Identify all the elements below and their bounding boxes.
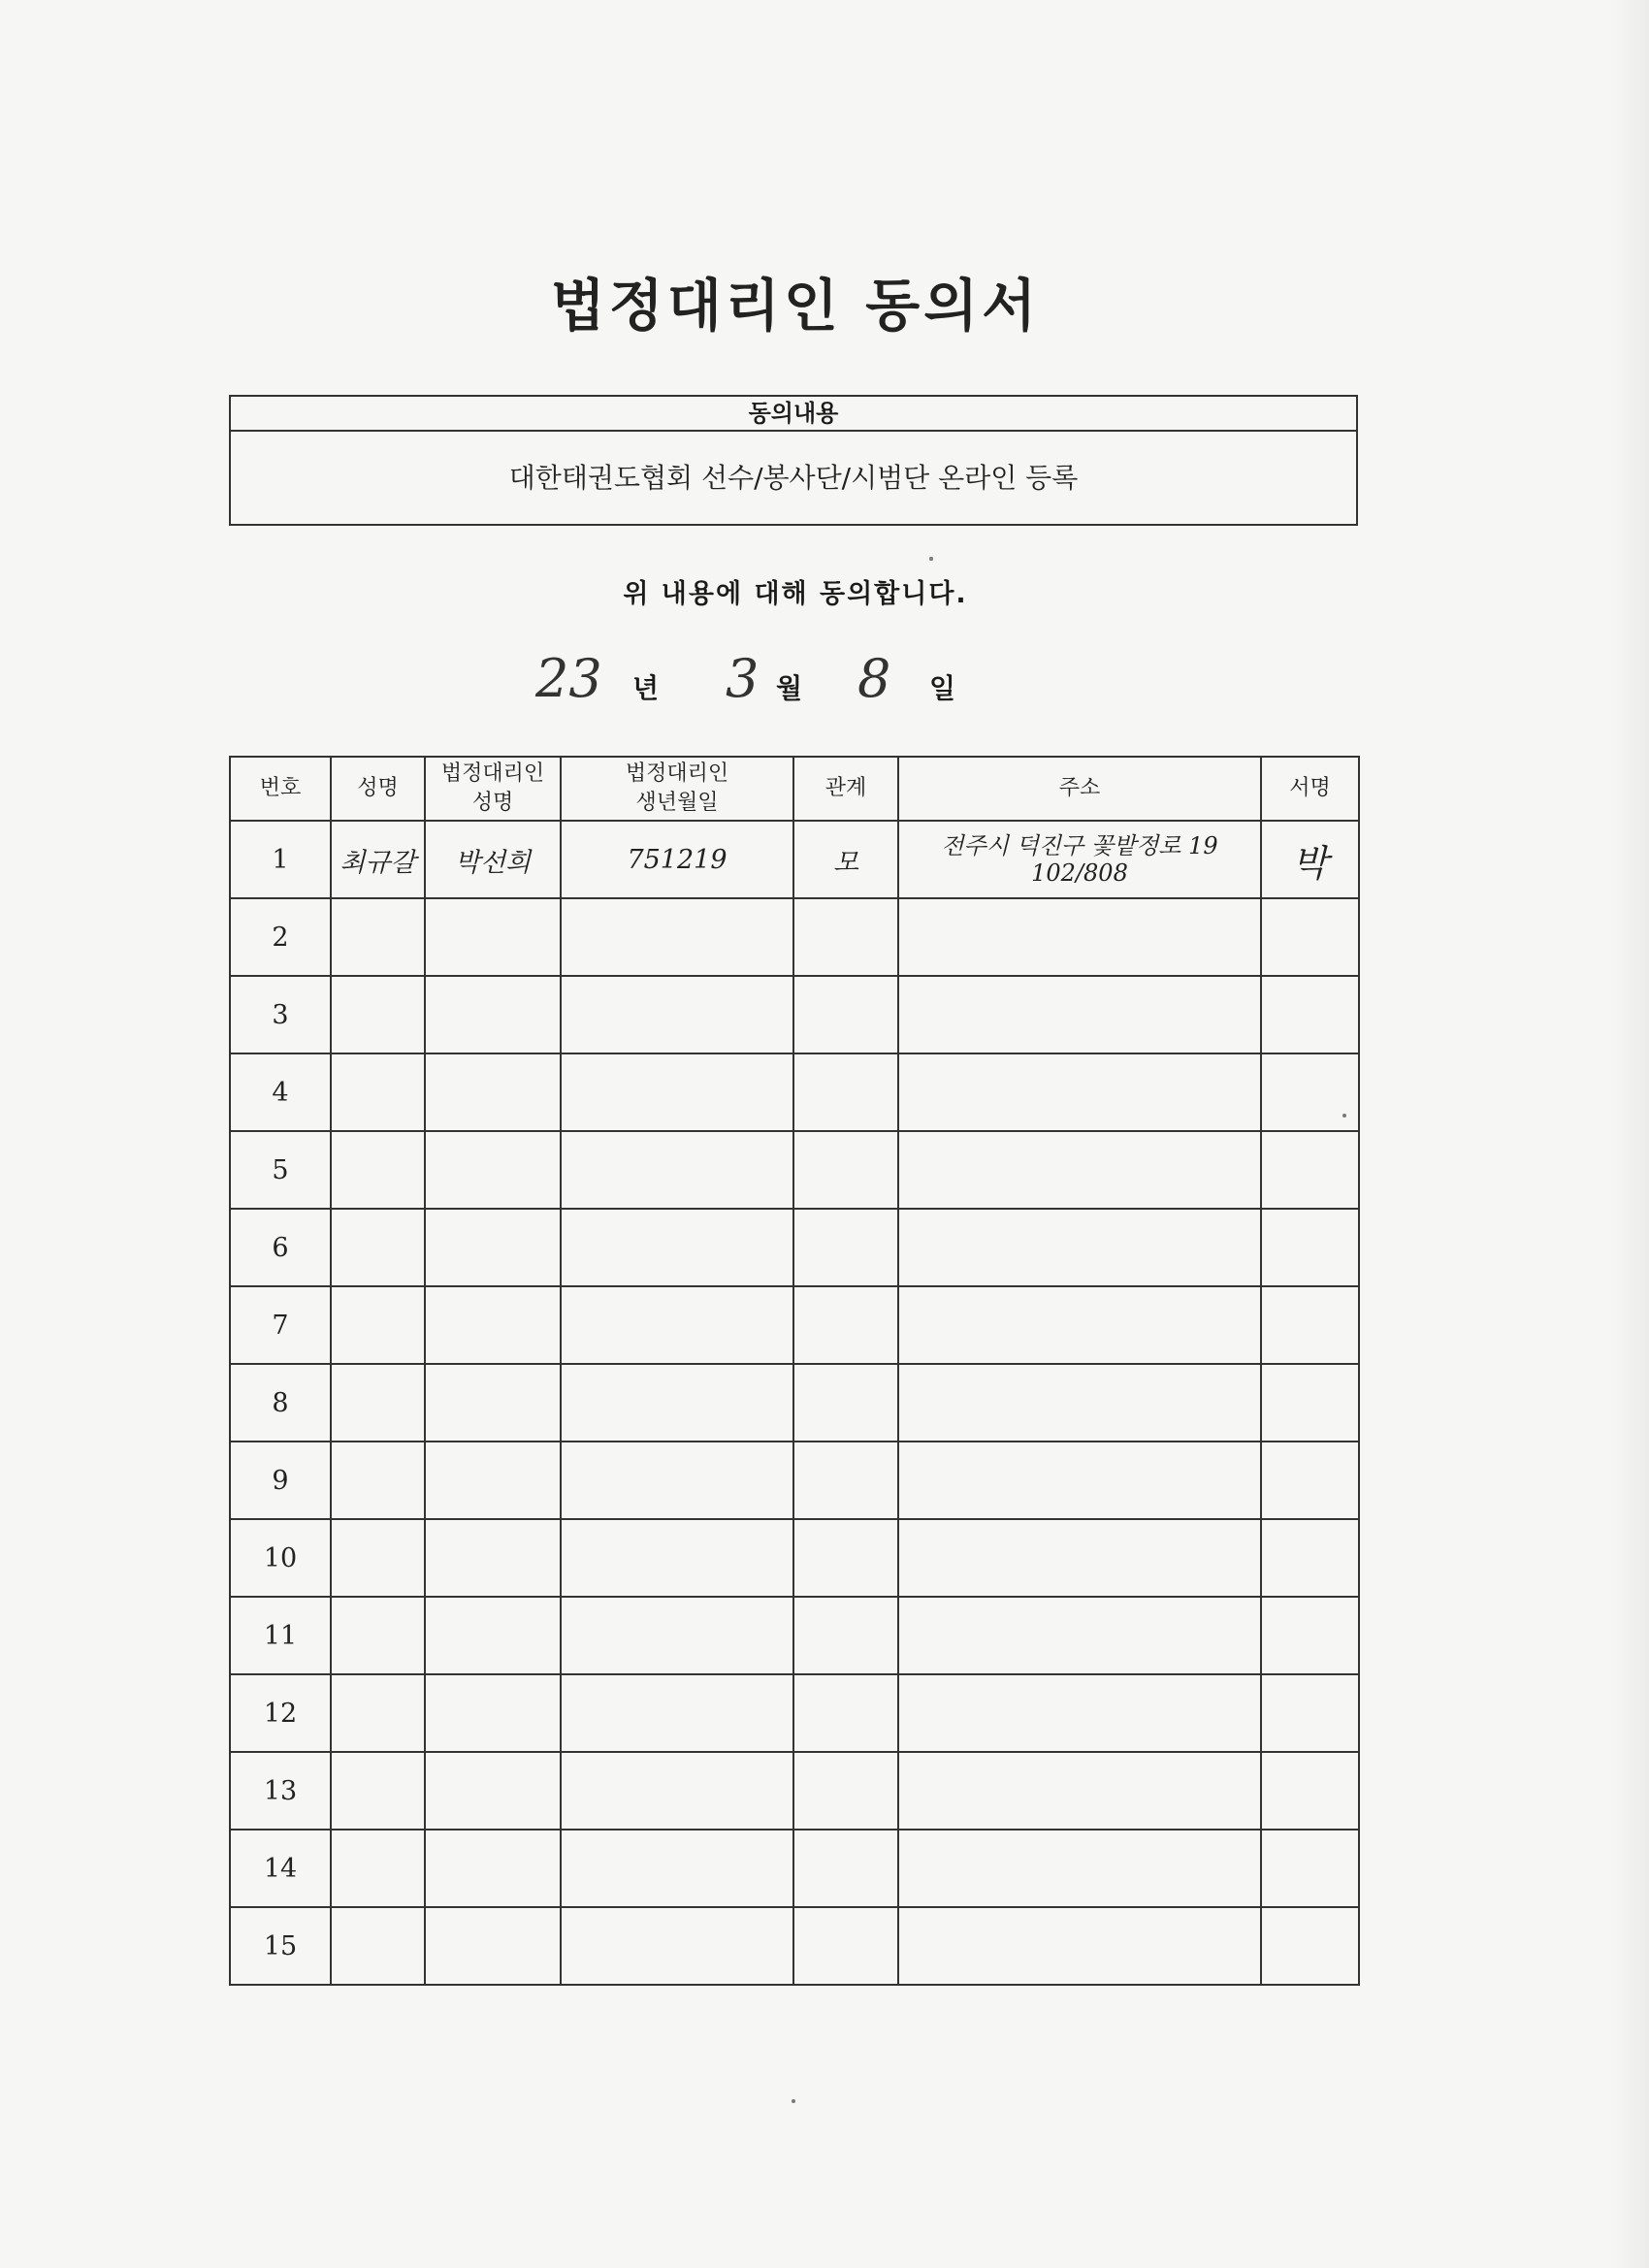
cell-signature bbox=[1261, 1131, 1359, 1209]
col-header-relation: 관계 bbox=[793, 757, 898, 821]
cell-guardian-birth bbox=[561, 1131, 793, 1209]
cell-address bbox=[898, 1364, 1261, 1442]
cell-address bbox=[898, 976, 1261, 1053]
cell-name bbox=[331, 1907, 425, 1985]
col-header-no: 번호 bbox=[230, 757, 331, 821]
cell-guardian-birth bbox=[561, 1674, 793, 1752]
row-number: 4 bbox=[230, 1053, 331, 1131]
row-number: 11 bbox=[230, 1597, 331, 1674]
cell-guardian-name bbox=[425, 1674, 561, 1752]
table-row bbox=[230, 1286, 1359, 1364]
cell-name bbox=[331, 898, 425, 976]
table-row bbox=[230, 1752, 1359, 1830]
cell-guardian-name bbox=[425, 1907, 561, 1985]
scan-speck bbox=[929, 557, 933, 561]
cell-relation bbox=[793, 1597, 898, 1674]
cell-address bbox=[898, 1286, 1261, 1364]
cell-name bbox=[331, 1442, 425, 1519]
cell-name bbox=[331, 1364, 425, 1442]
cell-signature bbox=[1261, 1830, 1359, 1907]
date-year-unit: 년 bbox=[632, 672, 660, 704]
table-row bbox=[230, 1131, 1359, 1209]
row-number: 14 bbox=[230, 1830, 331, 1907]
col-header-guardian-name-line1: 법정대리인 bbox=[440, 761, 545, 786]
scan-edge bbox=[1610, 0, 1649, 2268]
date-line bbox=[0, 648, 1591, 716]
cell-guardian-birth: 751219 bbox=[561, 821, 793, 898]
cell-address bbox=[898, 1674, 1261, 1752]
document-title: 법정대리인 동의서 bbox=[550, 273, 1041, 339]
cell-signature bbox=[1261, 898, 1359, 976]
row-number: 2 bbox=[230, 898, 331, 976]
row-number: 15 bbox=[230, 1907, 331, 1985]
col-header-guardian-name-line2: 성명 bbox=[471, 791, 514, 815]
cell-address: 전주시 덕진구 꽃밭정로 19 102/808 bbox=[898, 821, 1261, 898]
col-header-address: 주소 bbox=[898, 757, 1261, 821]
cell-guardian-name bbox=[425, 1131, 561, 1209]
cell-signature bbox=[1261, 1209, 1359, 1286]
cell-guardian-birth bbox=[561, 1209, 793, 1286]
col-header-guardian-name bbox=[425, 757, 561, 821]
cell-relation bbox=[793, 1752, 898, 1830]
row-number: 7 bbox=[230, 1286, 331, 1364]
cell-guardian-birth bbox=[561, 898, 793, 976]
cell-address bbox=[898, 1519, 1261, 1597]
date-day-value: 8 bbox=[857, 648, 891, 709]
cell-guardian-name bbox=[425, 1286, 561, 1364]
cell-signature bbox=[1261, 1752, 1359, 1830]
table-row bbox=[230, 821, 1359, 898]
consent-box bbox=[229, 395, 1358, 526]
cell-relation: 모 bbox=[793, 821, 898, 898]
table-row bbox=[230, 1830, 1359, 1907]
cell-address bbox=[898, 1053, 1261, 1131]
cell-guardian-name bbox=[425, 1364, 561, 1442]
col-header-name: 성명 bbox=[331, 757, 425, 821]
cell-guardian-birth bbox=[561, 1519, 793, 1597]
cell-address bbox=[898, 1131, 1261, 1209]
table-row bbox=[230, 976, 1359, 1053]
cell-guardian-name bbox=[425, 1752, 561, 1830]
cell-guardian-name bbox=[425, 976, 561, 1053]
cell-relation bbox=[793, 1907, 898, 1985]
table-row bbox=[230, 1597, 1359, 1674]
cell-signature bbox=[1261, 976, 1359, 1053]
cell-relation bbox=[793, 1674, 898, 1752]
cell-address bbox=[898, 1752, 1261, 1830]
table-row bbox=[230, 1519, 1359, 1597]
cell-guardian-name bbox=[425, 898, 561, 976]
col-header-guardian-birth bbox=[561, 757, 793, 821]
table-header-row bbox=[230, 757, 1359, 821]
cell-signature bbox=[1261, 1519, 1359, 1597]
cell-address bbox=[898, 1209, 1261, 1286]
cell-name bbox=[331, 976, 425, 1053]
cell-guardian-birth bbox=[561, 1442, 793, 1519]
scan-speck bbox=[792, 2099, 795, 2103]
cell-relation bbox=[793, 1519, 898, 1597]
cell-name bbox=[331, 1053, 425, 1131]
cell-relation bbox=[793, 1286, 898, 1364]
cell-guardian-name bbox=[425, 1209, 561, 1286]
consent-body: 대한태권도협회 선수/봉사단/시범단 온라인 등록 bbox=[508, 462, 1079, 494]
cell-name bbox=[331, 1131, 425, 1209]
date-month-value: 3 bbox=[726, 648, 760, 709]
date-month-unit: 월 bbox=[776, 672, 803, 704]
row-number: 3 bbox=[230, 976, 331, 1053]
cell-relation bbox=[793, 1364, 898, 1442]
cell-relation bbox=[793, 1053, 898, 1131]
cell-guardian-birth bbox=[561, 1830, 793, 1907]
cell-name bbox=[331, 1597, 425, 1674]
cell-signature bbox=[1261, 1442, 1359, 1519]
agree-statement: 위 내용에 대해 동의합니다. bbox=[623, 579, 968, 609]
consent-header: 동의내용 bbox=[231, 397, 1356, 432]
cell-relation bbox=[793, 1442, 898, 1519]
cell-guardian-birth bbox=[561, 976, 793, 1053]
cell-signature bbox=[1261, 1597, 1359, 1674]
table-row bbox=[230, 1907, 1359, 1985]
cell-relation bbox=[793, 976, 898, 1053]
date-day-unit: 일 bbox=[929, 672, 956, 704]
cell-guardian-birth bbox=[561, 1053, 793, 1131]
table-row bbox=[230, 1364, 1359, 1442]
cell-relation bbox=[793, 1131, 898, 1209]
cell-address bbox=[898, 1597, 1261, 1674]
row-number: 12 bbox=[230, 1674, 331, 1752]
row-number: 6 bbox=[230, 1209, 331, 1286]
cell-address bbox=[898, 1830, 1261, 1907]
cell-relation bbox=[793, 898, 898, 976]
cell-address bbox=[898, 1442, 1261, 1519]
cell-relation bbox=[793, 1830, 898, 1907]
cell-guardian-birth bbox=[561, 1364, 793, 1442]
table-row bbox=[230, 1053, 1359, 1131]
cell-guardian-name bbox=[425, 1519, 561, 1597]
date-year-value: 23 bbox=[535, 648, 602, 709]
cell-guardian-name bbox=[425, 1442, 561, 1519]
cell-signature bbox=[1261, 1286, 1359, 1364]
cell-name bbox=[331, 1830, 425, 1907]
cell-guardian-birth bbox=[561, 1752, 793, 1830]
cell-relation bbox=[793, 1209, 898, 1286]
cell-signature: 박 bbox=[1261, 821, 1359, 898]
cell-signature bbox=[1261, 1674, 1359, 1752]
cell-guardian-birth bbox=[561, 1286, 793, 1364]
row-number: 8 bbox=[230, 1364, 331, 1442]
cell-name bbox=[331, 1286, 425, 1364]
cell-guardian-name bbox=[425, 1830, 561, 1907]
cell-name bbox=[331, 1519, 425, 1597]
cell-signature bbox=[1261, 1053, 1359, 1131]
col-header-guardian-birth-line2: 생년월일 bbox=[635, 791, 719, 815]
cell-name bbox=[331, 1674, 425, 1752]
table-row bbox=[230, 898, 1359, 976]
row-number: 13 bbox=[230, 1752, 331, 1830]
col-header-signature: 서명 bbox=[1261, 757, 1359, 821]
cell-address bbox=[898, 1907, 1261, 1985]
table-row bbox=[230, 1209, 1359, 1286]
cell-name bbox=[331, 1752, 425, 1830]
row-number: 10 bbox=[230, 1519, 331, 1597]
table-body bbox=[230, 821, 1359, 1985]
cell-guardian-name bbox=[425, 1597, 561, 1674]
table-row bbox=[230, 1674, 1359, 1752]
table-row bbox=[230, 1442, 1359, 1519]
cell-guardian-birth bbox=[561, 1907, 793, 1985]
guardian-roster-table bbox=[229, 756, 1360, 1986]
cell-signature bbox=[1261, 1907, 1359, 1985]
cell-guardian-name bbox=[425, 1053, 561, 1131]
cell-address bbox=[898, 898, 1261, 976]
col-header-guardian-birth-line1: 법정대리인 bbox=[625, 761, 729, 786]
scan-speck bbox=[1342, 1114, 1346, 1118]
cell-guardian-birth bbox=[561, 1597, 793, 1674]
row-number: 5 bbox=[230, 1131, 331, 1209]
row-number: 1 bbox=[230, 821, 331, 898]
row-number: 9 bbox=[230, 1442, 331, 1519]
cell-signature bbox=[1261, 1364, 1359, 1442]
cell-guardian-name: 박선희 bbox=[425, 821, 561, 898]
cell-name bbox=[331, 1209, 425, 1286]
cell-name: 최규갈 bbox=[331, 821, 425, 898]
